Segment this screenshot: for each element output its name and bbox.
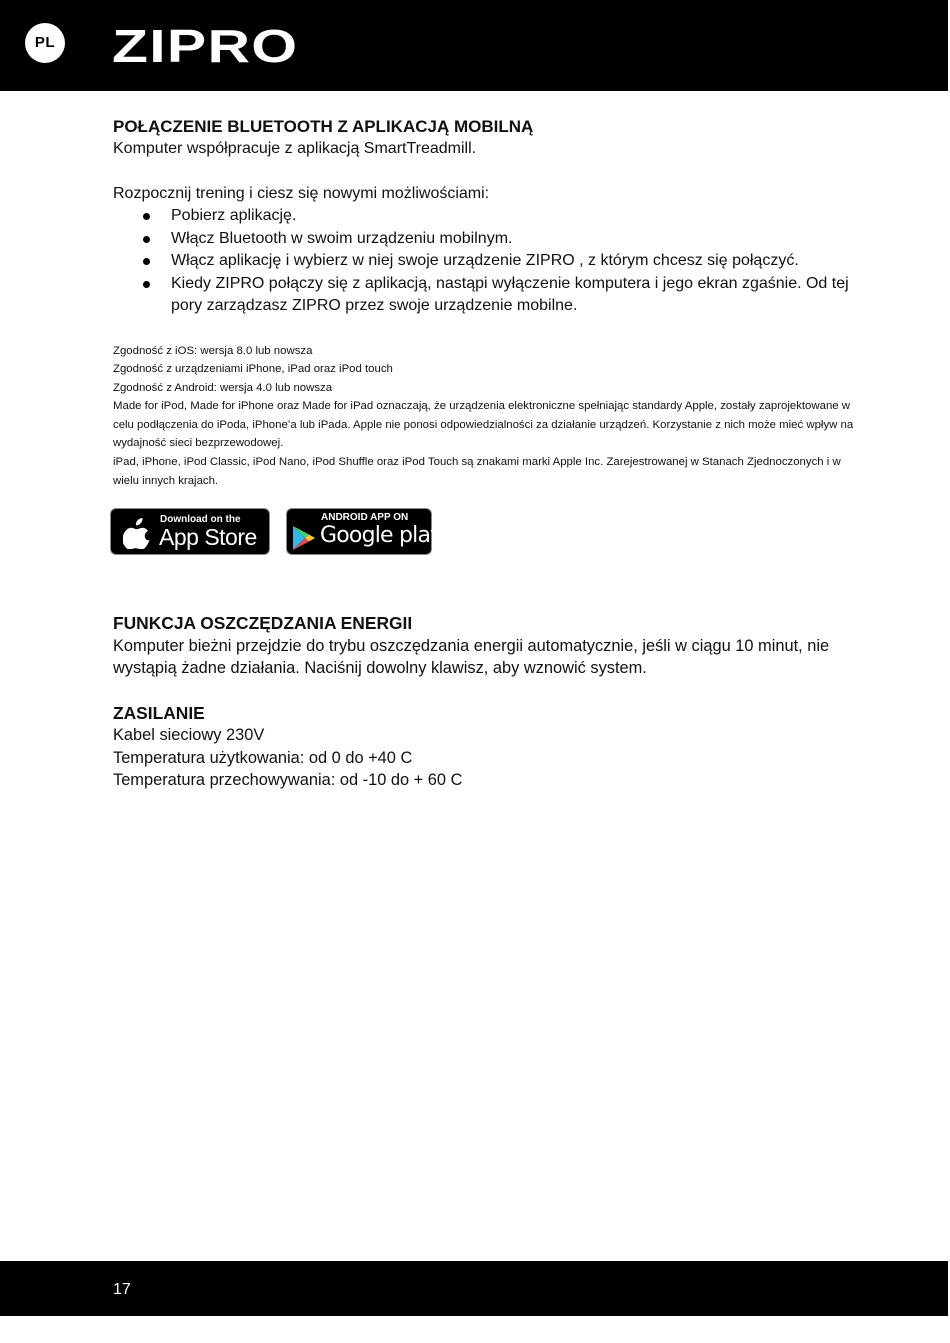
google-play-small-text: ANDROID APP ON <box>321 512 409 523</box>
power-line: Kabel sieciowy 230V <box>113 726 265 744</box>
energy-title: FUNKCJA OSZCZĘDZANIA ENERGII <box>113 613 413 633</box>
app-store-large-text: App Store <box>159 524 257 550</box>
bullet-icon <box>143 258 150 265</box>
compatibility-notes <box>113 342 858 491</box>
bluetooth-intro: Komputer współpracuje z aplikacją SmartTreadmill. <box>113 140 477 157</box>
bluetooth-lead: Rozpocznij trening i ciesz się nowymi możliwościami: <box>113 184 490 202</box>
page-number: 17 <box>113 1281 131 1298</box>
list-item: Kiedy ZIPRO połączy się z aplikacją, nastąpi wyłączenie komputera i jego ekran zgaśnie. Od tej pory zarządzasz ZIPRO przez swoje urządzenie mobilne. <box>113 273 858 318</box>
list-item: Włącz Bluetooth w swoim urządzeniu mobilnym. <box>113 228 858 251</box>
compat-line: Made for iPod, Made for iPhone oraz Made for iPad oznaczają, że urządzenia elektroniczne spełniając standardy Apple, zostały zaprojektowane w celu podłączenia do iPoda, iPhone’a lub iPada. Apple nie ponosi odpowiedzialności za działanie urządzeń. Korzystanie z nich może mieć wpływ na wydajność sieci bezprzewodowej. <box>113 400 854 450</box>
lower-sections <box>113 612 873 792</box>
bullet-icon <box>143 213 150 220</box>
language-badge: PL <box>25 23 65 63</box>
bullet-icon <box>143 281 150 288</box>
power-title: ZASILANIE <box>113 702 205 723</box>
list-item: Włącz aplikację i wybierz w niej swoje urządzenie ZIPRO , z którym chcesz się połączyć. <box>113 250 858 273</box>
compat-line: Zgodność z Android: wersja 4.0 lub nowsza <box>113 381 333 394</box>
page-header <box>0 0 948 91</box>
list-item: Pobierz aplikację. <box>113 205 858 228</box>
compat-line: iPad, iPhone, iPod Classic, iPod Nano, iPod Shuffle oraz iPod Touch są znakami marki Apple Inc. Zarejestrowanej w Stanach Zjednoczonych i w wielu innych krajach. <box>113 456 841 487</box>
power-line: Temperatura użytkowania: od 0 do +40 C <box>113 748 413 767</box>
app-store-badge[interactable] <box>110 508 270 555</box>
bluetooth-title: POŁĄCZENIE BLUETOOTH Z APLIKACJĄ MOBILNĄ <box>113 117 534 136</box>
google-play-icon <box>292 525 316 551</box>
bullet-icon <box>143 236 150 243</box>
zipro-logo: ZIPRO <box>112 20 299 72</box>
google-play-badge[interactable] <box>286 508 443 555</box>
page-footer <box>0 1261 948 1316</box>
energy-text: Komputer bieżni przejdzie do trybu oszczędzania energii automatycznie, jeśli w ciągu 10 minut, nie wystąpią żadne działania. Naciśnij dowolny klawisz, aby wznowić system. <box>113 636 830 677</box>
apple-icon <box>123 517 151 549</box>
compat-line: Zgodność z iOS: wersja 8.0 lub nowsza <box>113 344 313 357</box>
power-line: Temperatura przechowywania: od -10 do + 60 C <box>113 771 463 789</box>
bluetooth-steps-list <box>113 205 858 318</box>
compat-line: Zgodność z urządzeniami iPhone, iPad oraz iPod touch <box>113 363 393 376</box>
app-store-small-text: Download on the <box>160 514 241 525</box>
bluetooth-section <box>113 116 858 490</box>
google-play-large-text: Google play <box>320 523 443 548</box>
